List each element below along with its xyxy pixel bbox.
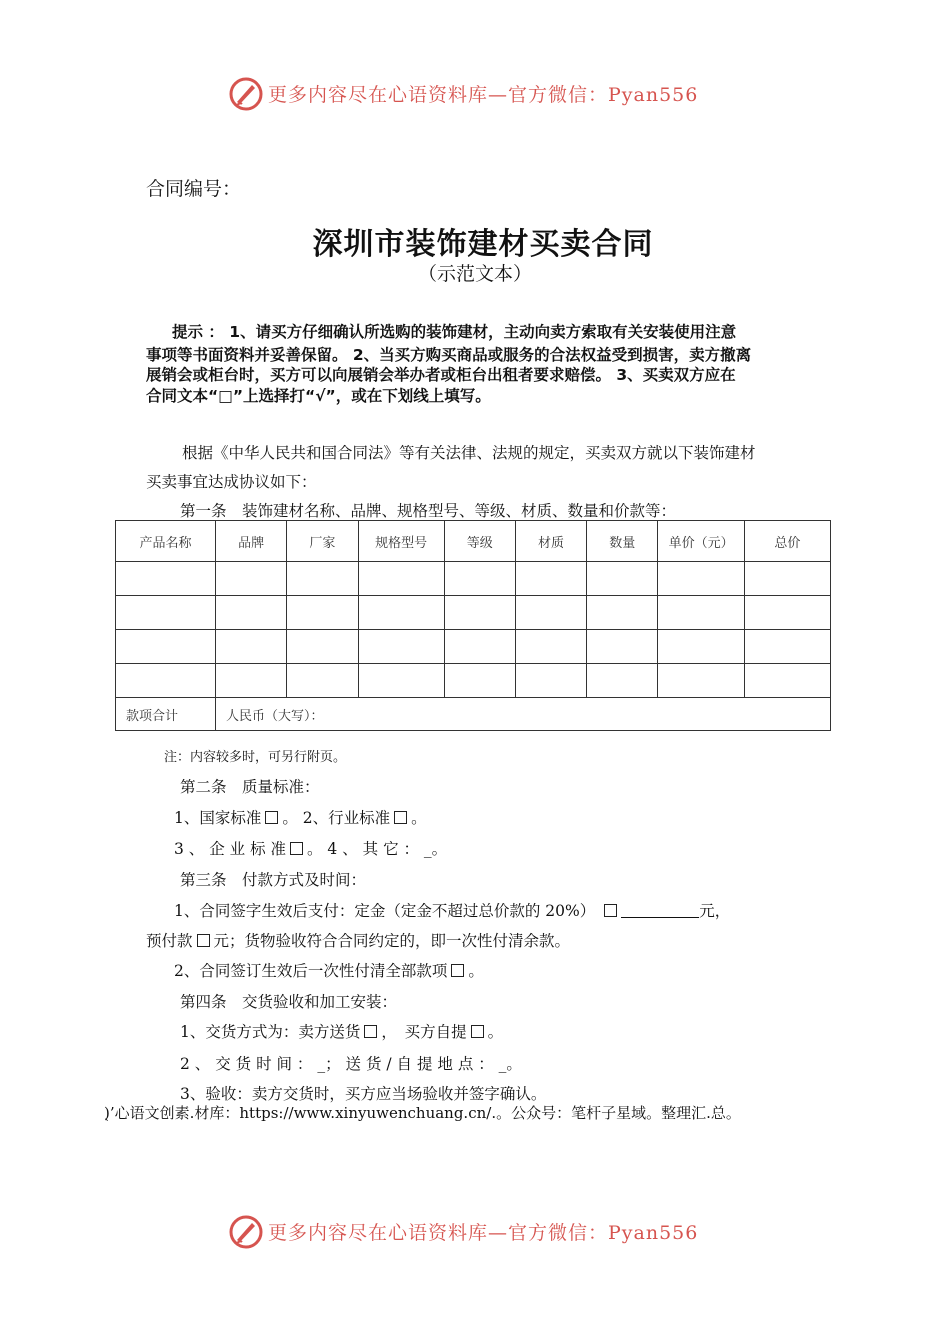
table-cell[interactable] — [444, 664, 515, 698]
table-row — [116, 596, 831, 630]
intro-line-2: 买卖事宜达成协议如下： — [146, 473, 317, 491]
table-cell[interactable] — [444, 596, 515, 630]
table-cell[interactable] — [116, 630, 216, 664]
industry-standard-label: 。 2、行业标准 — [282, 809, 391, 827]
table-cell[interactable] — [658, 630, 744, 664]
page-title: 深圳市装饰建材买卖合同 — [312, 227, 654, 262]
table-header-cell: 单价（元） — [658, 521, 744, 562]
checkbox[interactable] — [604, 904, 617, 917]
table-note: 注：内容较多时，可另行附页。 — [164, 750, 347, 765]
article-2-line-2 — [174, 837, 447, 859]
table-cell[interactable] — [587, 664, 658, 698]
table-cell[interactable] — [744, 562, 830, 596]
article-4-line-2: 2 、 交 货 时 间 ： _； 送 货 / 自 提 地 点 ： _。 — [180, 1055, 522, 1073]
article-4-title: 第四条 交货验收和加工安装： — [180, 993, 398, 1011]
table-header-cell: 总价 — [744, 521, 830, 562]
table-cell[interactable] — [744, 596, 830, 630]
checkbox[interactable] — [197, 934, 210, 947]
prepayment-label: 预付款 — [146, 932, 193, 950]
table-cell[interactable] — [587, 562, 658, 596]
table-cell[interactable] — [658, 596, 744, 630]
national-standard-label: 1、国家标准 — [174, 809, 262, 827]
table-cell[interactable] — [216, 664, 287, 698]
table-cell[interactable] — [444, 562, 515, 596]
article-3-line-2 — [146, 929, 570, 951]
table-cell[interactable] — [358, 630, 444, 664]
table-cell[interactable] — [587, 630, 658, 664]
table-cell[interactable] — [515, 562, 586, 596]
other-standard-label: 。 4 、 其 它 ： _。 — [307, 840, 448, 858]
table-header-cell: 规格型号 — [358, 521, 444, 562]
table-cell[interactable] — [358, 664, 444, 698]
full-payment-label: 2、合同签订生效后一次性付清全部款项 — [174, 962, 448, 980]
product-table — [115, 520, 831, 731]
article-4-line-3: 3、验收：卖方交货时，买方应当场验收并签字确认。 — [180, 1085, 547, 1103]
table-cell[interactable] — [587, 596, 658, 630]
punctuation: 。 — [411, 809, 427, 827]
total-amount-field[interactable]: 人民币（大写）： — [216, 698, 831, 731]
table-cell[interactable] — [287, 664, 358, 698]
table-header-cell: 材质 — [515, 521, 586, 562]
table-cell[interactable] — [515, 630, 586, 664]
article-3-title: 第三条 付款方式及时间： — [180, 871, 367, 889]
checkbox[interactable] — [394, 811, 407, 824]
table-header-cell: 品牌 — [216, 521, 287, 562]
article-2-line-1 — [174, 806, 427, 828]
banner-text: 更多内容尽在心语资料库—官方微信：Pyan556 — [268, 84, 699, 106]
contract-number-label: 合同编号： — [146, 178, 242, 200]
table-cell[interactable] — [216, 562, 287, 596]
buyer-pickup-label: ， 买方自提 — [381, 1023, 467, 1041]
article-3-line-3 — [174, 959, 484, 981]
prepayment-text: 元；货物验收符合合同约定的，即一次性付清余款。 — [213, 932, 571, 950]
table-cell[interactable] — [287, 562, 358, 596]
punctuation: 。 — [468, 962, 484, 980]
table-cell[interactable] — [515, 664, 586, 698]
article-2-title: 第二条 质量标准： — [180, 778, 320, 796]
footer-mark: ` — [104, 1118, 111, 1133]
checkbox[interactable] — [451, 964, 464, 977]
punctuation: 。 — [487, 1023, 504, 1041]
table-row — [116, 562, 831, 596]
top-banner — [0, 74, 950, 114]
page-subtitle: （示范文本） — [417, 263, 532, 285]
table-row — [116, 664, 831, 698]
table-header-cell: 厂家 — [287, 521, 358, 562]
deposit-amount-field[interactable] — [621, 902, 699, 918]
hint-line-3: 展销会或柜台时，买方可以向展销会举办者或柜台出租者要求赔偿。 3、买卖双方应在 — [146, 366, 736, 384]
table-cell[interactable] — [358, 562, 444, 596]
brush-logo-icon — [228, 76, 264, 112]
table-cell[interactable] — [744, 664, 830, 698]
checkbox[interactable] — [364, 1025, 377, 1038]
enterprise-standard-label: 3 、 企 业 标 准 — [174, 840, 286, 858]
table-header-row — [116, 521, 831, 562]
checkbox[interactable] — [471, 1025, 484, 1038]
table-cell[interactable] — [216, 630, 287, 664]
table-cell[interactable] — [287, 630, 358, 664]
bottom-banner — [0, 1212, 950, 1252]
source-footer-line: )’心语文创素.材库：https://www.xinyuwenchuang.cn/.。公众号：笔杆子星域。整理汇.总。 — [104, 1104, 741, 1122]
seller-delivery-label: 1、交货方式为：卖方送货 — [180, 1023, 361, 1041]
checkbox[interactable] — [265, 811, 278, 824]
table-cell[interactable] — [216, 596, 287, 630]
banner-text: 更多内容尽在心语资料库—官方微信：Pyan556 — [268, 1222, 699, 1244]
checkbox[interactable] — [290, 842, 303, 855]
table-cell[interactable] — [116, 596, 216, 630]
table-row — [116, 630, 831, 664]
article-3-line-1 — [174, 899, 730, 921]
hint-line-4: 合同文本“□”上选择打“√”，或在下划线上填写。 — [146, 387, 491, 405]
table-cell[interactable] — [444, 630, 515, 664]
article-1-title: 第一条 装饰建材名称、品牌、规格型号、等级、材质、数量和价款等： — [180, 502, 677, 520]
table-total-row — [116, 698, 831, 731]
total-label: 款项合计 — [116, 698, 216, 731]
hint-line-1: 提示 ： 1、请买方仔细确认所选购的装饰建材，主动向卖方索取有关安装使用注意 — [172, 323, 737, 341]
table-cell[interactable] — [744, 630, 830, 664]
article-4-line-1 — [180, 1020, 503, 1042]
table-header-cell: 等级 — [444, 521, 515, 562]
table-cell[interactable] — [358, 596, 444, 630]
unit-label: 元， — [699, 902, 731, 920]
brush-logo-icon — [228, 1214, 264, 1250]
table-header-cell: 产品名称 — [116, 521, 216, 562]
table-cell[interactable] — [658, 562, 744, 596]
deposit-label: 1、合同签字生效后支付：定金（定金不超过总价款的 20%） — [174, 902, 596, 920]
table-cell[interactable] — [287, 596, 358, 630]
table-header-cell: 数量 — [587, 521, 658, 562]
hint-line-2: 事项等书面资料并妥善保留。 2、当买方购买商品或服务的合法权益受到损害，卖方撤离 — [146, 346, 752, 364]
table-cell[interactable] — [116, 664, 216, 698]
table-cell[interactable] — [515, 596, 586, 630]
intro-line-1: 根据《中华人民共和国合同法》等有关法律、法规的规定，买卖双方就以下装饰建材 — [182, 444, 756, 462]
table-cell[interactable] — [116, 562, 216, 596]
table-cell[interactable] — [658, 664, 744, 698]
